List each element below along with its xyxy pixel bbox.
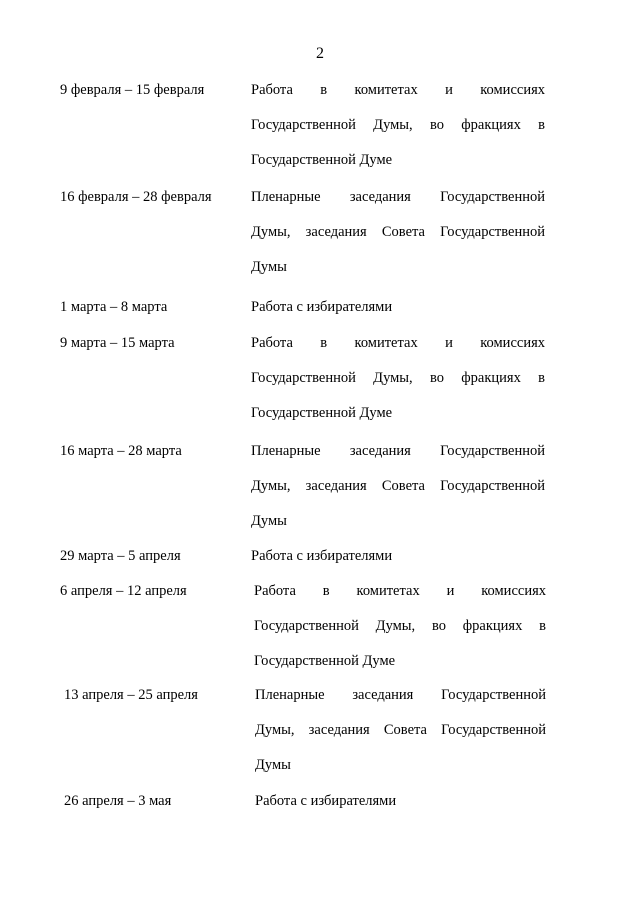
entry-date: 9 февраля – 15 февраля [60,82,205,98]
entry-date: 13 апреля – 25 апреля [64,687,198,703]
entry-description [251,73,545,178]
description-line: Государственной Думе [251,405,393,421]
description-line: Пленарные заседания Государственной [251,189,545,205]
entry-description [251,326,545,431]
description-line: Государственной Думы, во фракциях в [254,618,546,634]
description-line: Работа в комитетах и комиссиях [251,335,545,351]
entry-date: 26 апреля – 3 мая [64,793,172,809]
description-line: Государственной Думы, во фракциях в [251,370,545,386]
entry-date: 16 марта – 28 марта [60,443,182,459]
description-line: Работа с избирателями [251,548,393,564]
entry-date: 9 марта – 15 марта [60,335,175,351]
description-line: Работа в комитетах и комиссиях [254,583,546,599]
description-line: Думы [255,757,291,773]
description-line: Государственной Думе [254,653,396,669]
entry-description [251,434,545,539]
entry-description [254,574,546,679]
entry-date: 29 марта – 5 апреля [60,548,181,564]
entry-description [255,678,546,783]
entry-description [255,784,549,819]
description-line: Работа с избирателями [251,299,393,315]
description-line: Государственной Думы, во фракциях в [251,117,545,133]
description-line: Работа в комитетах и комиссиях [251,82,545,98]
description-line: Пленарные заседания Государственной [255,687,546,703]
entry-date: 6 апреля – 12 апреля [60,583,187,599]
entry-date: 1 марта – 8 марта [60,299,168,315]
entry-description [251,539,545,574]
description-line: Думы, заседания Совета Государственной [255,722,546,738]
description-line: Пленарные заседания Государственной [251,443,545,459]
description-line: Думы [251,259,287,275]
page-number: 2 [316,45,324,62]
description-line: Думы, заседания Совета Государственной [251,478,545,494]
entry-date: 16 февраля – 28 февраля [60,189,212,205]
entry-description [251,180,545,285]
description-line: Думы [251,513,287,529]
description-line: Думы, заседания Совета Государственной [251,224,545,240]
description-line: Работа с избирателями [255,793,397,809]
entry-description [251,290,545,325]
description-line: Государственной Думе [251,152,393,168]
